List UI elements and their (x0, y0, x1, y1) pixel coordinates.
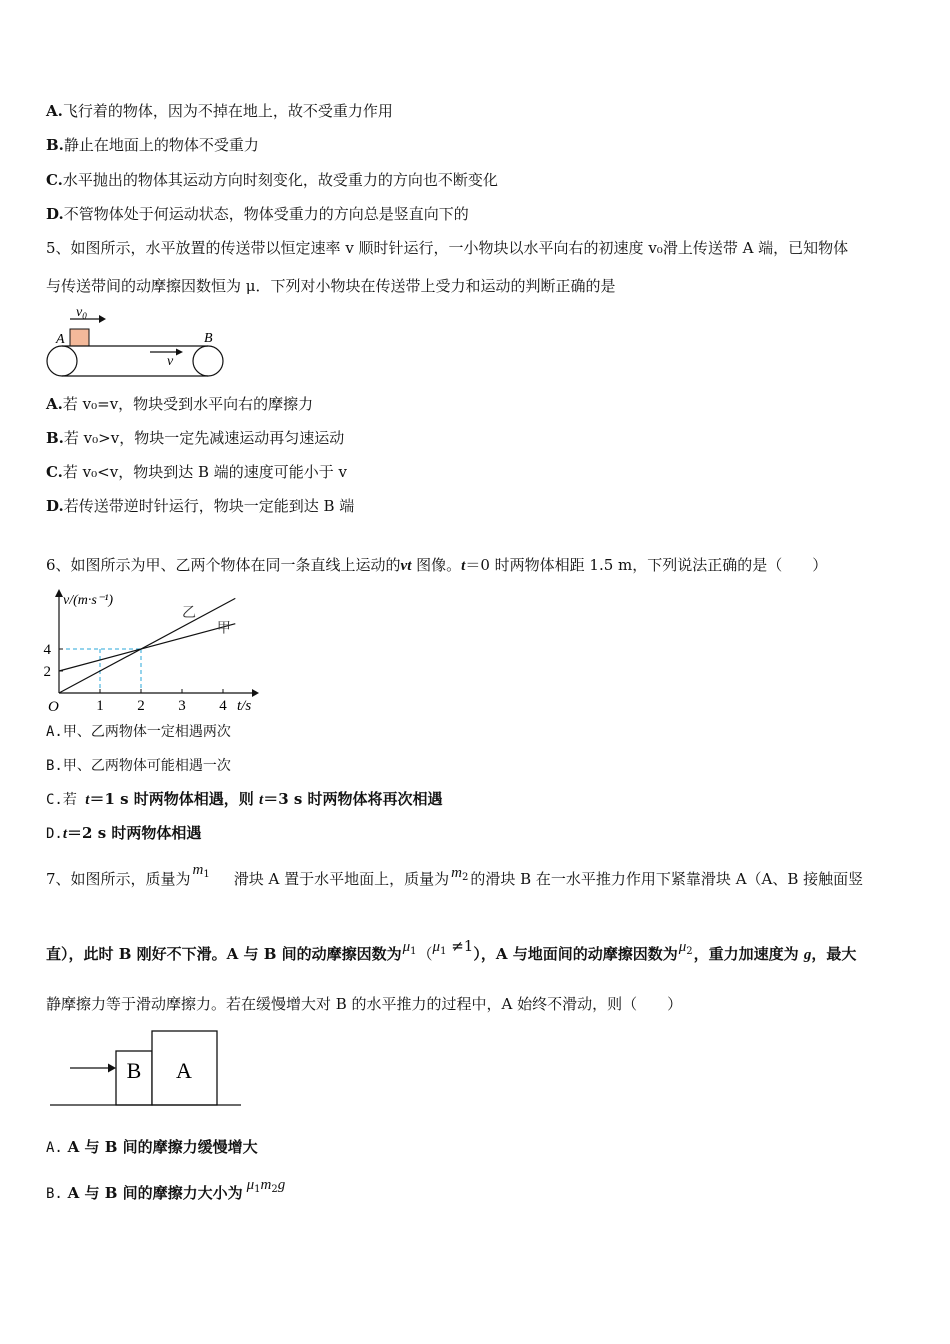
q5-stem-line2: 与传送带间的动摩擦因数恒为 μ．下列对小物块在传送带上受力和运动的判断正确的是 (46, 277, 616, 295)
belt-v-label: v (167, 354, 174, 369)
v0-arrowhead (99, 315, 106, 323)
push-force-arrowhead (108, 1064, 116, 1073)
small-block (70, 329, 89, 346)
x-axis-label: t/s (237, 698, 252, 714)
origin-label: O (48, 699, 59, 715)
series-label-1: 甲 (216, 621, 231, 637)
v0-label: $v_0$ (76, 305, 87, 321)
q5-option-b: B.若 v₀>v，物块一定先减速运动再匀速运动 (46, 429, 345, 447)
q5-option-d: D.若传送带逆时针运行，物块一定能到达 B 端 (46, 497, 355, 515)
q7-option-b: B. A 与 B 间的摩擦力大小为 $\mu_1m_2g$ (46, 1177, 286, 1202)
m2-symbol: $m_2$ (451, 865, 469, 883)
series-line-1 (59, 624, 235, 671)
x-tick-label-2: 2 (137, 698, 145, 714)
q4-option-a: A.飞行着的物体，因为不掉在地上，故不受重力作用 (46, 102, 393, 120)
belt-velocity-arrowhead (176, 349, 183, 356)
vt-graph (40, 584, 270, 716)
y-axis-label: v/(m·s⁻¹) (63, 593, 114, 608)
q4-option-d: D.不管物体处于何运动状态，物体受重力的方向总是竖直向下的 (46, 205, 469, 223)
mu1-symbol: $\mu_1$ (402, 939, 417, 957)
q6-option-c: C.若 t＝1 s 时两物体相遇，则 t＝3 s 时两物体将再次相遇 (46, 790, 443, 808)
x-tick-label-4: 4 (219, 698, 227, 714)
left-pulley (47, 346, 77, 376)
q6-stem: 6、如图所示为甲、乙两个物体在同一条直线上运动的vt 图像。t＝0 时两物体相距 1.5 m，下列说法正确的是（ ） (46, 556, 828, 574)
mu1-m2-g-expression: $\mu_1m_2g$ (246, 1177, 286, 1195)
mu2-symbol: $\mu_2$ (678, 939, 693, 957)
q4-option-b: B.静止在地面上的物体不受重力 (46, 136, 259, 154)
y-tick-label-2: 2 (43, 664, 51, 680)
series-line-0 (59, 598, 235, 693)
mu1-neq-1: $\mu_1 \ne 1$ (432, 937, 474, 957)
conveyor-belt-figure (44, 304, 234, 382)
q7-stem-line2: 直），此时 B 刚好不下滑。A 与 B 间的动摩擦因数为$\mu_1(\mu_1 \ne 1)$，A 与地面间的动摩擦因数为$\mu_2$，重力加速度为 g，最大 (46, 937, 857, 963)
y-tick-label-4: 4 (43, 642, 51, 658)
end-a-label: A (56, 332, 65, 347)
q5-option-a: A.若 v₀=v，物块受到水平向右的摩擦力 (46, 395, 314, 413)
block-b-label: B (126, 1058, 142, 1083)
q4-option-c: C.水平抛出的物体其运动方向时刻变化，故受重力的方向也不断变化 (46, 171, 498, 189)
q5-stem-line1: 5、如图所示，水平放置的传送带以恒定速率 v 顺时针运行，一小物块以水平向右的初速度 v₀滑上传送带 A 端，已知物体 (46, 239, 849, 257)
block-a-label: A (176, 1058, 192, 1083)
x-tick-label-1: 1 (96, 698, 104, 714)
series-label-0: 乙 (182, 606, 196, 622)
blocks-figure (48, 1028, 244, 1110)
q5-option-c: C.若 v₀<v，物块到达 B 端的速度可能小于 v (46, 463, 348, 481)
x-tick-label-3: 3 (178, 698, 186, 714)
q6-option-b: B.甲、乙两物体可能相遇一次 (46, 758, 231, 774)
m1-symbol: $m_1$ (192, 862, 210, 880)
q7-stem-line1: 7、如图所示，质量为 $m_1$ 滑块 A 置于水平地面上，质量为 $m_2$ 的滑块 B 在一水平推力作用下紧靠滑块 A（A、B 接触面竖 (46, 862, 864, 888)
end-b-label: B (204, 331, 213, 346)
x-axis-arrowhead (252, 689, 259, 697)
y-axis-arrowhead (55, 589, 63, 597)
q6-option-d: D.t＝2 s 时两物体相遇 (46, 824, 202, 842)
q6-option-a: A.甲、乙两物体一定相遇两次 (46, 724, 231, 740)
right-pulley (193, 346, 223, 376)
q7-stem-line3: 静摩擦力等于滑动摩擦力。若在缓慢增大对 B 的水平推力的过程中，A 始终不滑动，则（ ） (46, 995, 683, 1013)
q7-option-a: A. A 与 B 间的摩擦力缓慢增大 (46, 1138, 258, 1156)
